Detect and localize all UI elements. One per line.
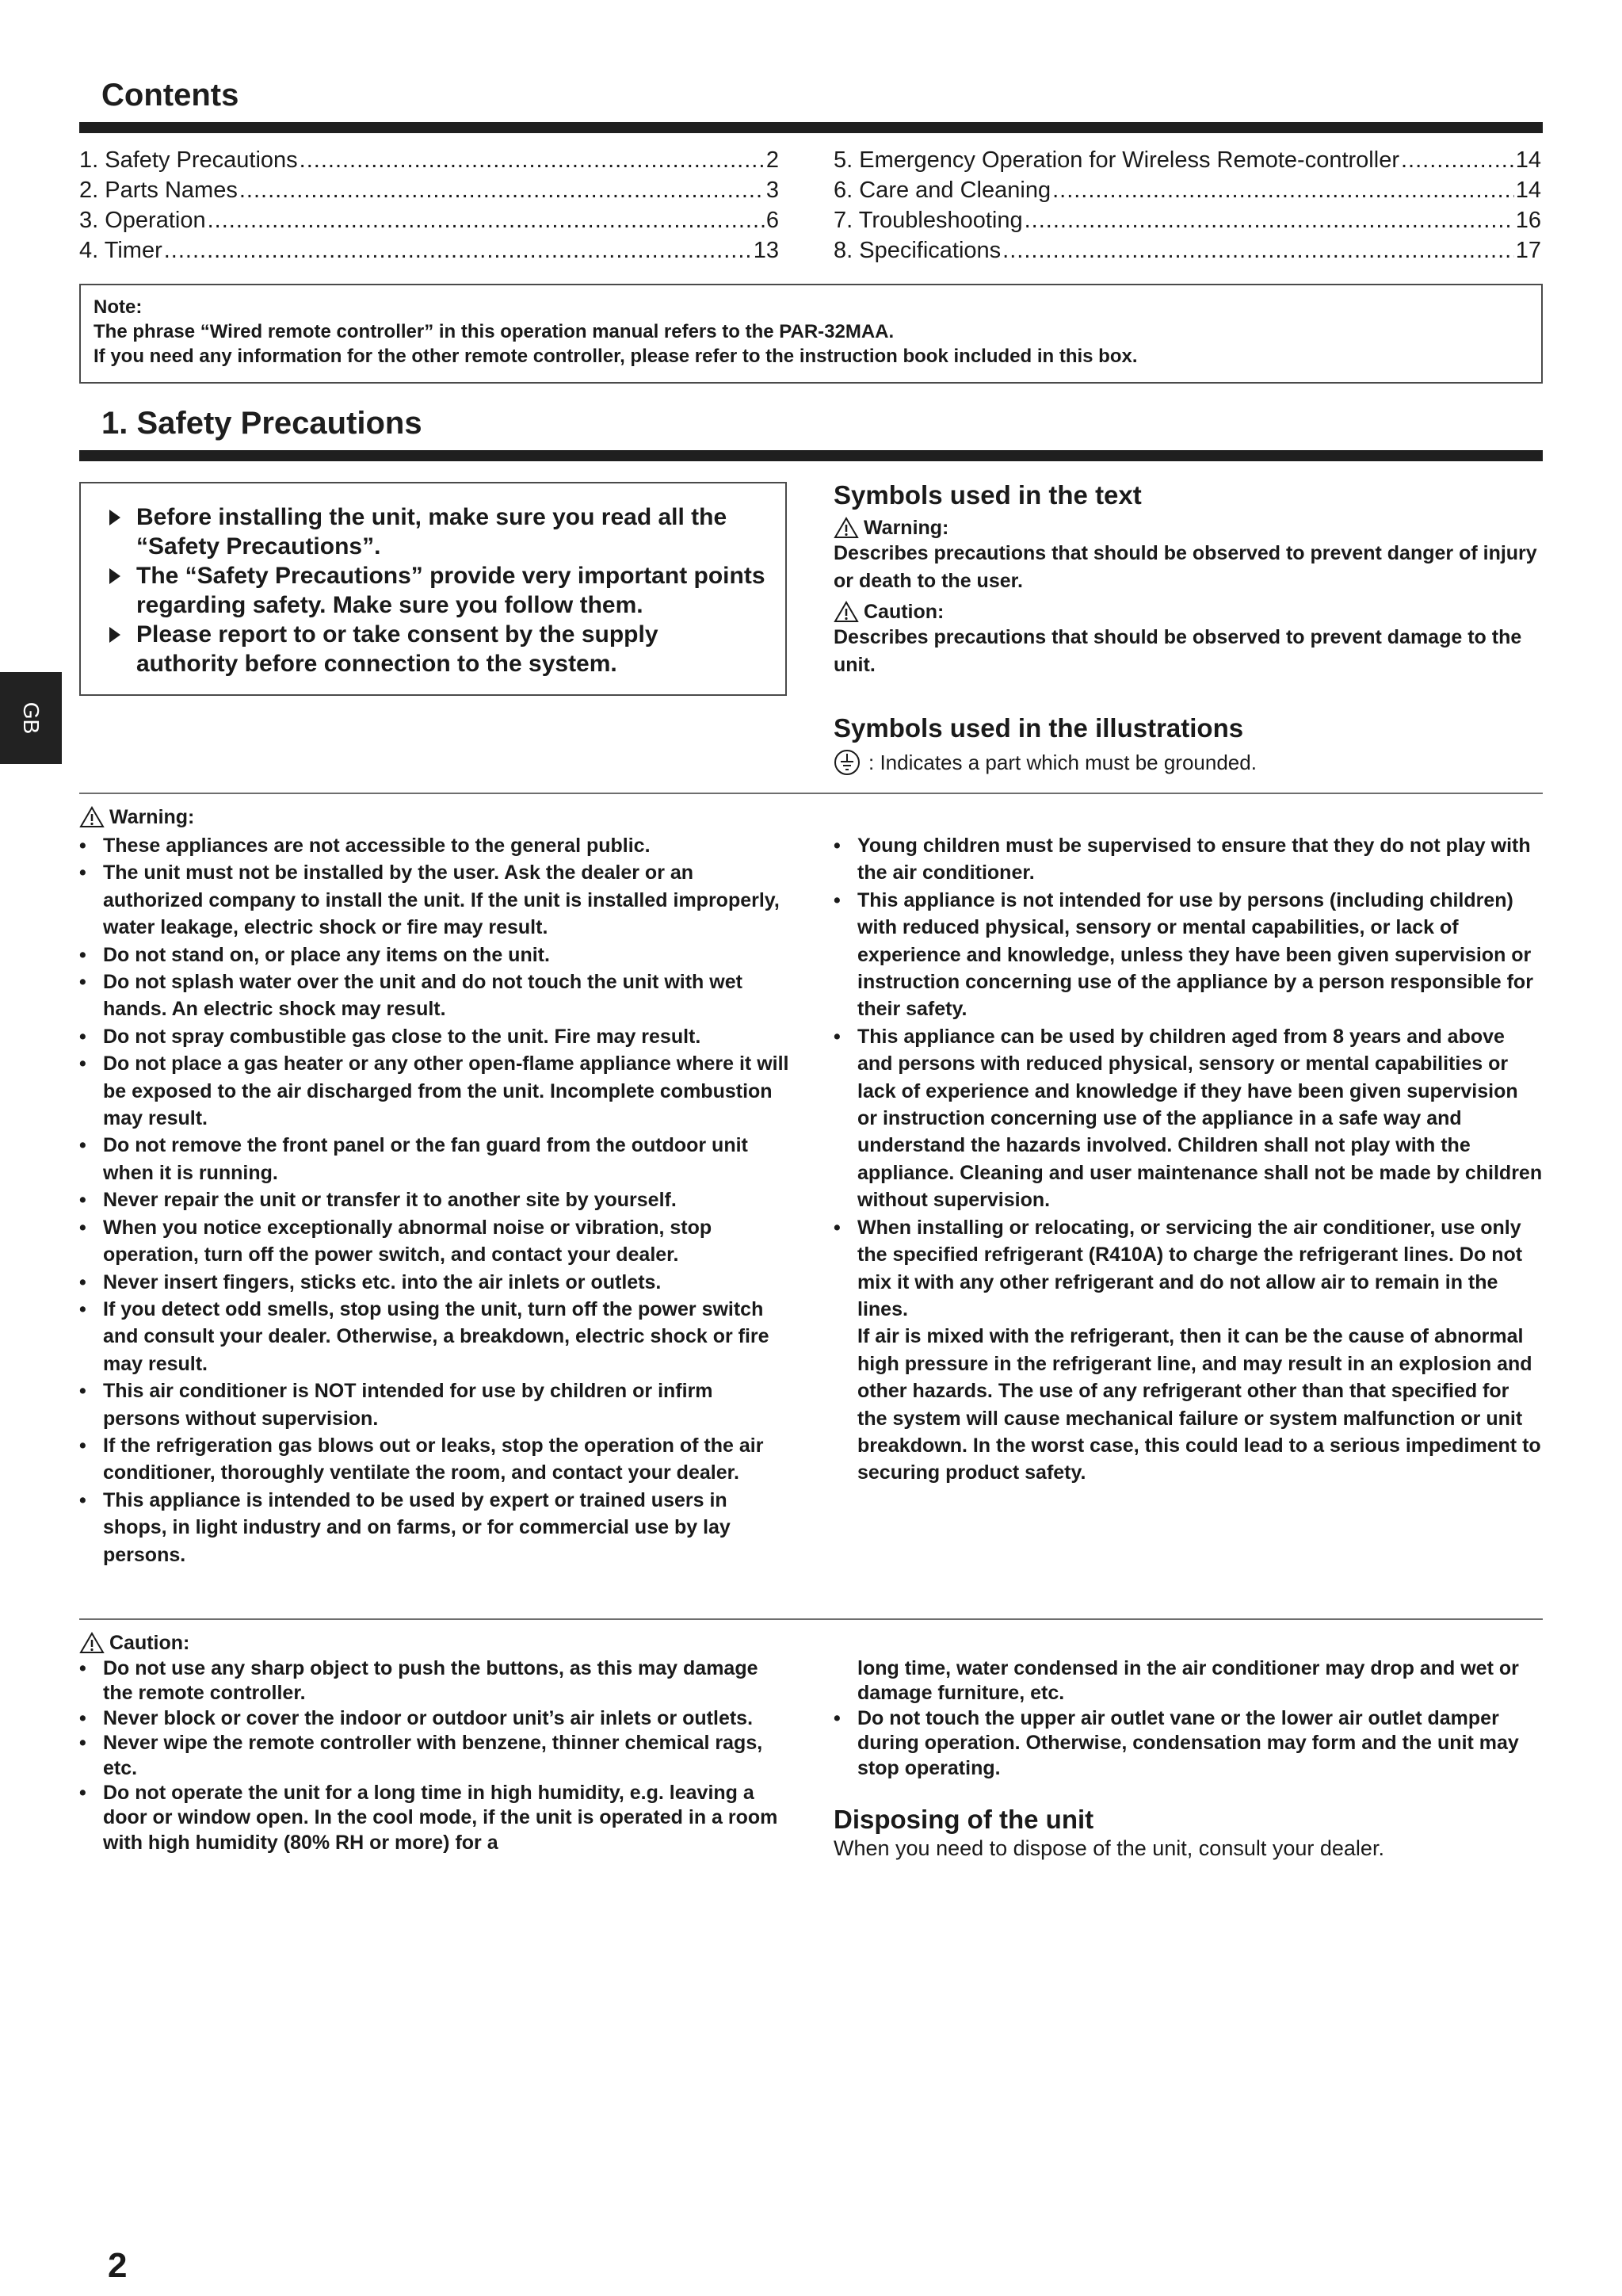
divider [79, 793, 1543, 794]
symbols-text-title: Symbols used in the text [834, 480, 1142, 510]
page-number: 2 [108, 2246, 128, 2285]
divider [79, 1618, 1543, 1620]
list-item-continuation: If air is mixed with the refrigerant, then it can be the cause of abnormal high pressure in the refrigerant line, and may result in an explosion and other hazards. The use of any refrigerant other than that specified for the system will cause mechanical failure or system malfunction or unit breakdown. In the worst case, this could lead to a serious impediment to securing product safety. [857, 1325, 1541, 1484]
language-tab[interactable]: GB [0, 672, 62, 764]
intro-box [79, 482, 787, 696]
arrow-icon [109, 627, 120, 643]
toc-right [834, 145, 1541, 266]
list-item: • Young children must be supervised to ensure that they do not play with the air conditioner. [834, 832, 1543, 887]
list-item: • The unit must not be installed by the user. Ask the dealer or an authorized company to install the unit. If the unit is installed improperly, water leakage, electric shock or fire may result. [79, 859, 792, 941]
list-item: • When installing or relocating, or servicing the air conditioner, use only the specified refrigerant (R410A) to charge the refrigerant lines. Do not mix it with any other refrigerant and do not allow air to remain in the lines. [834, 1214, 1543, 1324]
warning-triangle-icon [834, 517, 859, 539]
list-item: • This appliance is not intended for use by persons (including children) with reduced physical, sensory or mental capabilities, or lack of experience and knowledge, unless they have been given supervision or instruction concerning use of the appliance by a person responsible for their safety. [834, 887, 1543, 1023]
toc-entry[interactable]: 6. Care and Cleaning ..... 14 [834, 175, 1541, 205]
list-item: • Never repair the unit or transfer it to another site by yourself. [79, 1186, 792, 1213]
list-item-continuation: long time, water condensed in the air conditioner may drop and wet or damage furniture, etc. [857, 1657, 1519, 1705]
list-item: • Do not stand on, or place any items on the unit. [79, 942, 792, 968]
toc-entry[interactable]: 5. Emergency Operation for Wireless Remote-controller ..... 14 [834, 145, 1541, 175]
toc-left [79, 145, 779, 266]
symbols-illus-title: Symbols used in the illustrations [834, 713, 1244, 743]
intro-item: Please report to or take consent by the supply authority before connection to the system. [100, 620, 766, 678]
caution-list-right [834, 1656, 1543, 1781]
caution-triangle-icon [79, 1632, 105, 1654]
list-item: • Do not remove the front panel or the fan guard from the outdoor unit when it is running. [79, 1132, 792, 1186]
safety-title: 1. Safety Precautions [101, 406, 422, 441]
list-item: • Never insert fingers, sticks etc. into the air inlets or outlets. [79, 1269, 792, 1296]
note-label: Note: [94, 296, 143, 318]
list-item: • Do not touch the upper air outlet vane or the lower air outlet damper during operation. Otherwise, condensation may form and the unit may stop operating. [834, 1706, 1543, 1781]
note-box [79, 284, 1543, 384]
list-item: • When you notice exceptionally abnormal noise or vibration, stop operation, turn off the power switch, and contact your dealer. [79, 1214, 792, 1269]
caution-description: Describes precautions that should be observed to prevent damage to the unit. [834, 626, 1522, 676]
list-item: • If the refrigeration gas blows out or leaks, stop the operation of the air conditioner, thoroughly ventilate the room, and contact your dealer. [79, 1432, 792, 1487]
list-item: • These appliances are not accessible to the general public. [79, 832, 792, 859]
warning-list-left [79, 832, 792, 1568]
toc-entry[interactable]: 2. Parts Names ..... 3 [79, 175, 779, 205]
list-item: • Do not place a gas heater or any other open-flame appliance where it will be exposed to the air discharged from the unit. Incomplete combustion may result. [79, 1050, 792, 1132]
toc-entry[interactable]: 4. Timer ..... 13 [79, 235, 779, 266]
caution-triangle-icon [834, 601, 859, 623]
ground-symbol-line: : Indicates a part which must be grounded. [834, 749, 1257, 776]
warning-list-right [834, 832, 1543, 1487]
toc-entry[interactable]: 8. Specifications ..... 17 [834, 235, 1541, 266]
symbols-text-section [834, 479, 1543, 679]
warning-symbol-label: Warning: [834, 516, 1543, 540]
warning-description: Describes precautions that should be observed to prevent danger of injury or death to the user. [834, 542, 1537, 592]
arrow-icon [109, 568, 120, 584]
warning-heading: Warning: [79, 805, 194, 829]
list-item: • This appliance can be used by children aged from 8 years and above and persons with reduced physical, sensory or mental capabilities or lack of experience and knowledge if they have been given supervision or instruction concerning use of the appliance in a safe way and understand the hazards involved. Children shall not play with the appliance. Cleaning and user maintenance shall not be made by children without supervision. [834, 1023, 1543, 1214]
safety-rule [79, 450, 1543, 461]
intro-item: The “Safety Precautions” provide very important points regarding safety. Make sure you follow them. [100, 561, 766, 620]
toc-entry[interactable]: 7. Troubleshooting ..... 16 [834, 205, 1541, 235]
list-item: • Do not use any sharp object to push the buttons, as this may damage the remote controller. [79, 1656, 792, 1706]
toc-entry[interactable]: 3. Operation ..... 6 [79, 205, 779, 235]
toc-entry[interactable]: 1. Safety Precautions ..... 2 [79, 145, 779, 175]
caution-heading: Caution: [79, 1631, 189, 1655]
disposing-title: Disposing of the unit [834, 1805, 1094, 1834]
warning-triangle-icon [79, 806, 105, 828]
caution-list-left [79, 1656, 792, 1855]
note-line: The phrase “Wired remote controller” in this operation manual refers to the PAR-32MAA. [94, 321, 895, 342]
contents-title: Contents [101, 78, 239, 113]
list-item: • If you detect odd smells, stop using the unit, turn off the power switch and consult your dealer. Otherwise, a breakdown, electric shock or fire may result. [79, 1296, 792, 1377]
list-item: • Do not operate the unit for a long time in high humidity, e.g. leaving a door or window open. In the cool mode, if the unit is operated in a room with high humidity (80% RH or more) for a [79, 1781, 792, 1855]
list-item: • Never block or cover the indoor or outdoor unit’s air inlets or outlets. [79, 1706, 792, 1731]
disposing-text: When you need to dispose of the unit, consult your dealer. [834, 1836, 1384, 1860]
list-item: • Never wipe the remote controller with benzene, thinner chemical rags, etc. [79, 1731, 792, 1781]
list-item: • Do not spray combustible gas close to the unit. Fire may result. [79, 1023, 792, 1050]
list-item: • This air conditioner is NOT intended for use by children or infirm persons without supervision. [79, 1377, 792, 1432]
intro-item: Before installing the unit, make sure you read all the “Safety Precautions”. [100, 502, 766, 561]
contents-rule [79, 122, 1543, 133]
caution-symbol-label: Caution: [834, 600, 1543, 624]
list-item: • This appliance is intended to be used by expert or trained users in shops, in light industry and on farms, or for commercial use by lay persons. [79, 1487, 792, 1568]
list-item: • Do not splash water over the unit and do not touch the unit with wet hands. An electric shock may result. [79, 968, 792, 1023]
arrow-icon [109, 510, 120, 525]
ground-icon [834, 749, 861, 776]
note-line: If you need any information for the other remote controller, please refer to the instruction book included in this box. [94, 346, 1138, 367]
